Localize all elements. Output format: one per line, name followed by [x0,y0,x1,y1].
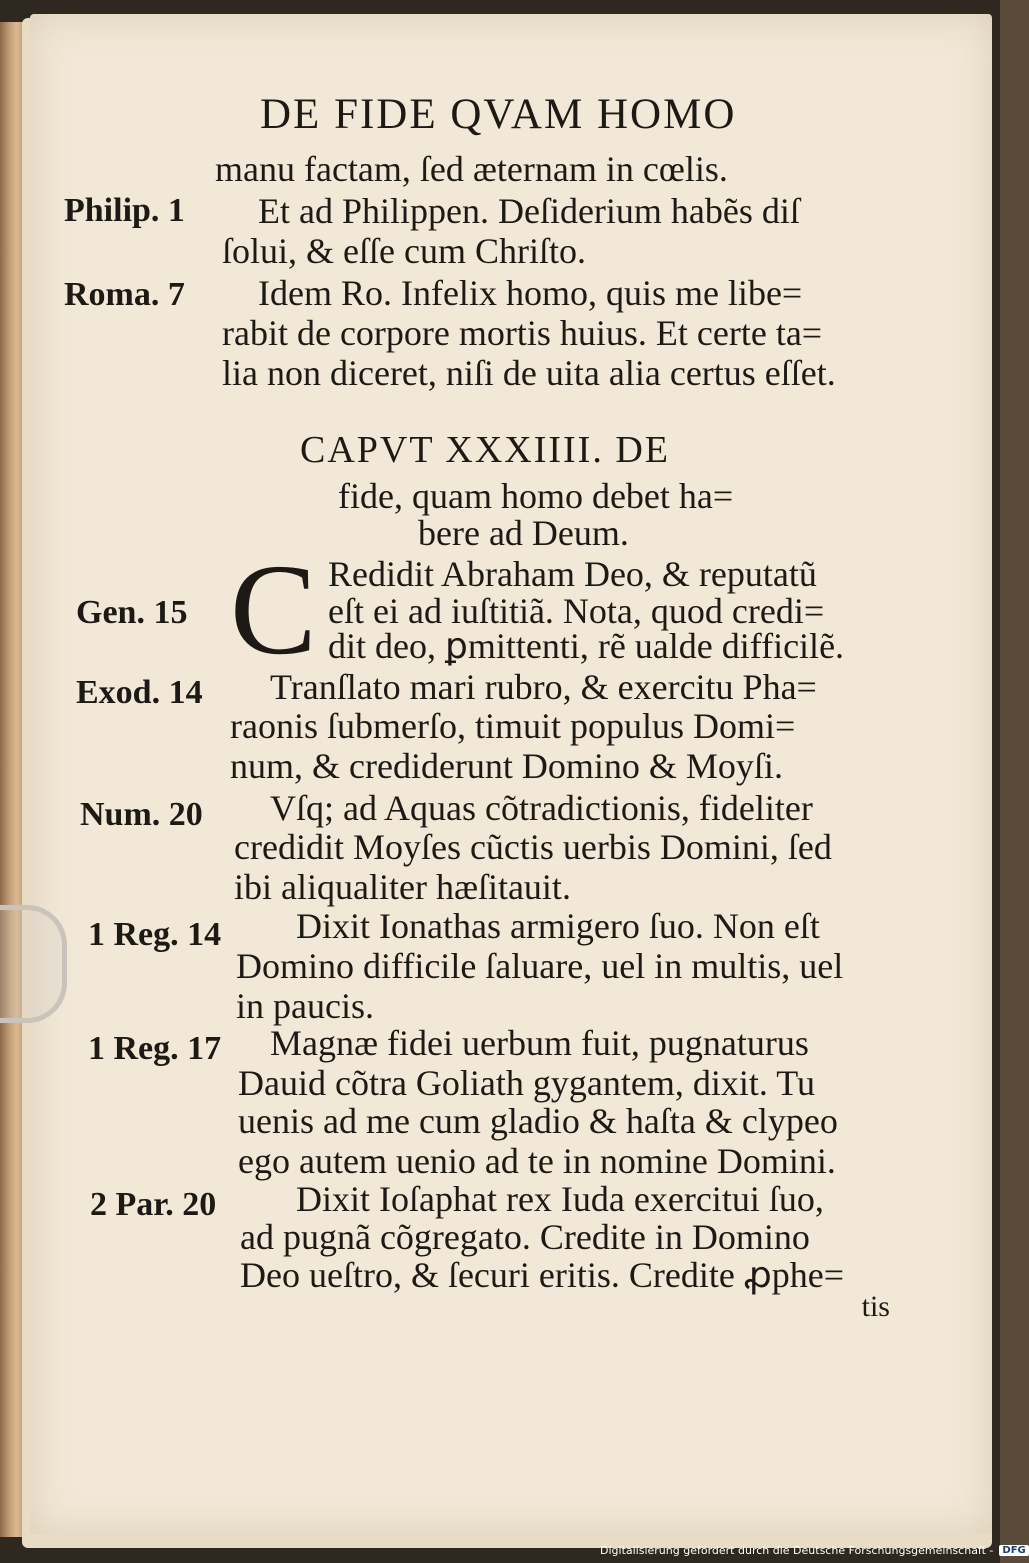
text-line: num, & crediderunt Domino & Moyſi. [230,746,783,786]
text-line: Tranſlato mari rubro, & exercitu Pha= [270,667,817,707]
margin-reference: 2 Par. 20 [90,1186,217,1223]
footer-credit: Digitalisierung gefördert durch die Deutsche Forschungsgemeinschaft - [600,1543,994,1557]
text-line: Magnæ fidei uerbum fuit, pugnaturus [270,1023,809,1063]
text-line: dit deo, ꝑmittenti, rẽ ualde difficilẽ. [328,626,845,666]
text-line: Vſq; ad Aquas cõtradictionis, fideliter [270,788,813,828]
text-line: ſolui, & eſſe cum Chriſto. [222,231,586,271]
text-line: Et ad Philippen. Deſiderium habẽs diſ [258,191,800,231]
text-line: ibi aliqualiter hæſitauit. [234,867,571,907]
margin-reference: Philip. 1 [64,192,185,229]
text-line: Redidit Abraham Deo, & reputatũ [328,554,817,594]
text-line: in paucis. [236,986,374,1026]
margin-reference: Exod. 14 [76,674,203,711]
chapter-subtitle-line: bere ad Deum. [418,513,629,553]
text-line: lia non diceret, niſi de uita alia certus eſſet. [222,353,836,393]
text-line: Idem Ro. Infelix homo, quis me libe= [258,273,803,313]
text-line: eſt ei ad iuſtitiã. Nota, quod credi= [328,591,825,631]
text-line: Dixit Ionathas armigero ſuo. Non eſt [296,906,820,946]
running-header: DE FIDE QVAM HOMO [260,91,737,138]
text-line: Dauid cõtra Goliath gygantem, dixit. Tu [238,1063,815,1103]
margin-reference: Gen. 15 [76,594,188,631]
margin-reference: 1 Reg. 17 [88,1030,222,1067]
text-line: ego autem uenio ad te in nomine Domini. [238,1141,836,1181]
page-clip [0,905,67,1023]
text-line: uenis ad me cum gladio & haſta & clypeo [238,1101,838,1141]
digitization-footer [600,1541,1026,1559]
text-line: manu factam, ſed æternam in cœlis. [215,149,728,189]
text-line: credidit Moyſes cũctis uerbis Domini, ſed [234,827,832,867]
text-line: rabit de corpore mortis huius. Et certe ta= [222,313,823,353]
text-line: ad pugnã cõgregato. Credite in Domino [240,1217,810,1257]
margin-reference: Roma. 7 [64,276,185,313]
margin-reference: Num. 20 [80,796,203,833]
text-line: raonis ſubmerſo, timuit populus Domi= [230,706,796,746]
catchword: tis [861,1290,890,1323]
drop-cap-initial: C [230,538,317,682]
text-line: Deo ueſtro, & ſecuri eritis. Credite ꝓphe= [240,1255,845,1295]
chapter-heading: CAPVT XXXIIII. DE [300,429,670,471]
dfg-logo: DFG [999,1545,1028,1556]
text-line: Dixit Ioſaphat rex Iuda exercitui ſuo, [296,1179,824,1219]
margin-reference: 1 Reg. 14 [88,916,222,953]
chapter-subtitle-line: fide, quam homo debet ha= [338,476,734,516]
text-line: Domino difficile ſaluare, uel in multis, uel [236,946,844,986]
